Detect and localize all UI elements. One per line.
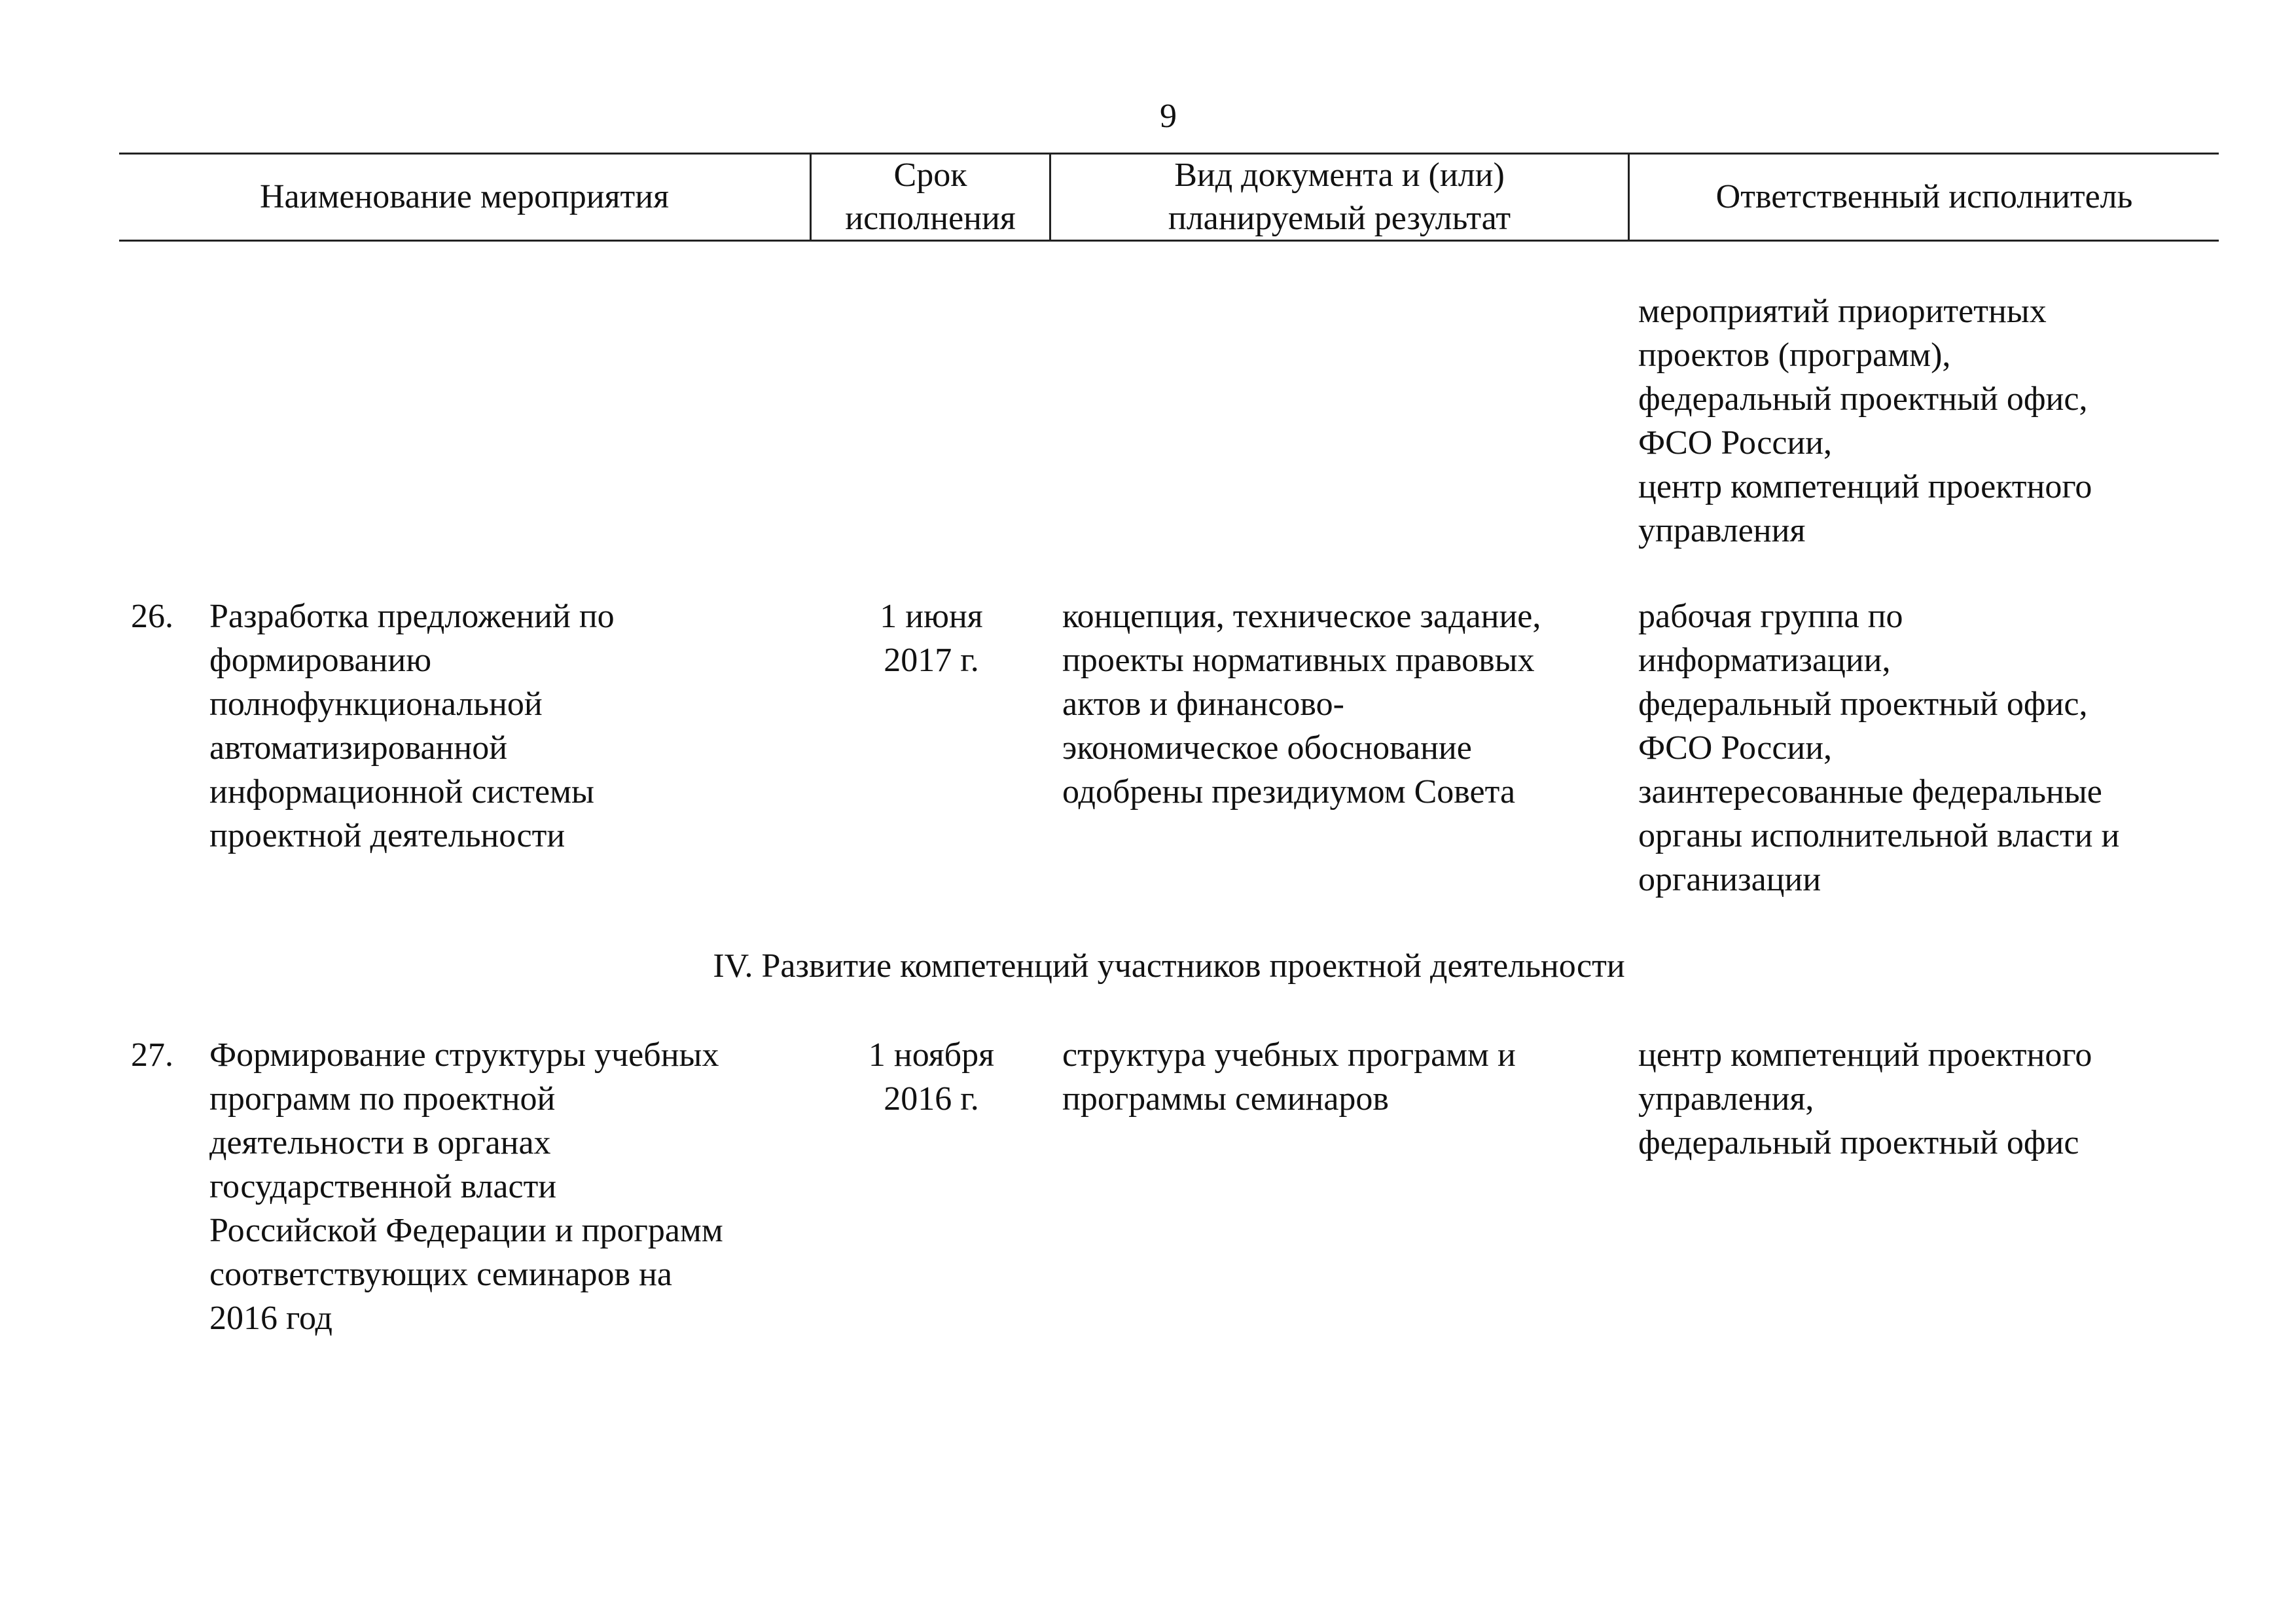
row-name: Разработка предложений по формированию полнофункциональной автоматизированной информационной системы проектной деятельности [209, 598, 615, 854]
row-number: 26. [131, 598, 173, 635]
row-name: Формирование структуры учебных программ по проектной деятельности в органах государственной власти Российской Федерации и программ соответствующих семинаров на 2016 год [209, 1036, 723, 1337]
row-responsible: рабочая группа по информатизации, федеральный проектный офис, ФСО России, заинтересованные федеральные органы исполнительной власти и организации [1638, 598, 2120, 898]
section-title: IV. Развитие компетенций участников проектной деятельности [713, 947, 1625, 985]
table-header [119, 153, 2219, 242]
header-term: Срок исполнения [812, 155, 1051, 240]
header-responsible: Ответственный исполнитель [1715, 178, 2133, 215]
continuation-responsible: мероприятий приоритетных проектов (программ), федеральный проектный офис, ФСО России, центр компетенций проектного управления [1638, 293, 2092, 549]
header-name: Наименование мероприятия [119, 155, 812, 240]
page-number: 9 [1160, 98, 1177, 135]
row-term: 1 ноября 2016 г. [868, 1036, 995, 1118]
row-number: 27. [131, 1036, 173, 1074]
header-doc: Вид документа и (или) планируемый результат [1051, 155, 1630, 240]
row-term: 1 июня 2017 г. [880, 598, 983, 679]
row-document: структура учебных программ и программы семинаров [1062, 1036, 1516, 1118]
row-document: концепция, техническое задание, проекты нормативных правовых актов и финансово- экономическое обоснование одобрены президиумом Совета [1062, 598, 1541, 811]
row-responsible: центр компетенций проектного управления, федеральный проектный офис [1638, 1036, 2092, 1161]
